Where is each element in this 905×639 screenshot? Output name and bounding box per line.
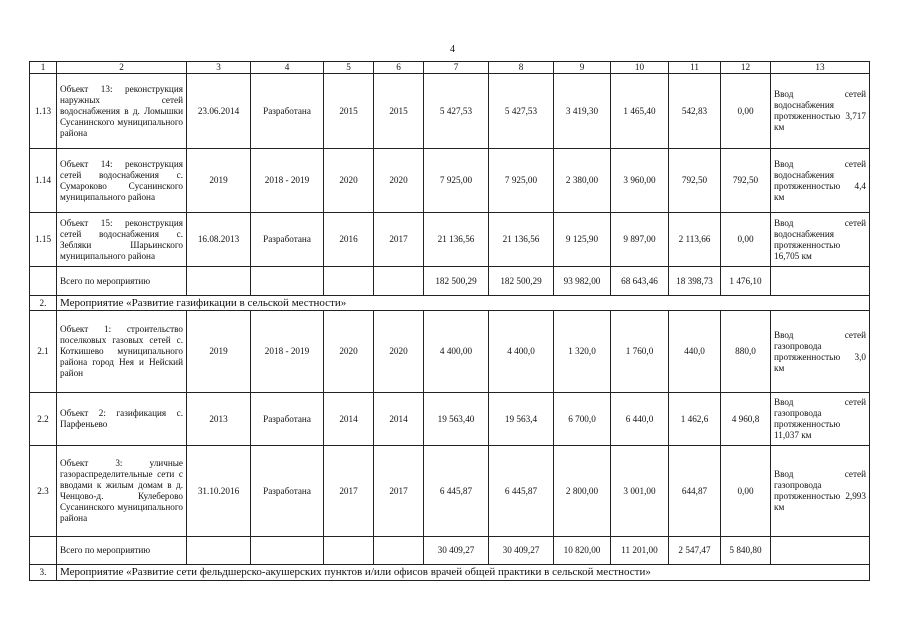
empty-cell (324, 267, 374, 296)
page-number: 4 (450, 44, 455, 55)
cost-col8: 30 409,27 (489, 537, 554, 565)
total-cost: 19 563,40 (424, 393, 489, 446)
empty-cell (324, 537, 374, 565)
regional-funds: 3 001,00 (611, 446, 669, 537)
row-number: 1.14 (30, 149, 57, 213)
other-funds: 792,50 (721, 149, 771, 213)
start-year: 2015 (324, 74, 374, 149)
col-number: 1 (30, 62, 57, 74)
federal-funds: 10 820,00 (554, 537, 611, 565)
col-number: 4 (251, 62, 324, 74)
end-year: 2015 (374, 74, 424, 149)
design-date: 2013 (187, 393, 251, 446)
local-funds: 2 113,66 (669, 213, 721, 267)
col-number: 9 (554, 62, 611, 74)
design-status: 2018 - 2019 (251, 311, 324, 393)
total-cost: 182 500,29 (424, 267, 489, 296)
regional-funds: 11 201,00 (611, 537, 669, 565)
start-year: 2016 (324, 213, 374, 267)
object-row (30, 213, 870, 267)
cost-col8: 4 400,0 (489, 311, 554, 393)
section-title: Мероприятие «Развитие сети фельдшерско-акушерских пунктов и/или офисов врачей общей практики в сельской местности» (57, 565, 870, 581)
empty-cell (30, 537, 57, 565)
object-name: Объект 1: строительство поселковых газовых сетей с. Коткишево муниципального района город Нея и Нейский район (57, 311, 187, 393)
regional-funds: 6 440,0 (611, 393, 669, 446)
col-number: 13 (771, 62, 870, 74)
other-funds: 1 476,10 (721, 267, 771, 296)
other-funds: 880,0 (721, 311, 771, 393)
col-number: 10 (611, 62, 669, 74)
design-status: Разработана (251, 446, 324, 537)
regional-funds: 9 897,00 (611, 213, 669, 267)
design-status: Разработана (251, 213, 324, 267)
empty-cell (251, 537, 324, 565)
col-number: 8 (489, 62, 554, 74)
empty-cell (771, 537, 870, 565)
empty-cell (30, 267, 57, 296)
row-number: 2.2 (30, 393, 57, 446)
local-funds: 542,83 (669, 74, 721, 149)
empty-cell (187, 537, 251, 565)
design-status: Разработана (251, 74, 324, 149)
regional-funds: 3 960,00 (611, 149, 669, 213)
total-row (30, 537, 870, 565)
design-date: 16.08.2013 (187, 213, 251, 267)
object-row (30, 393, 870, 446)
design-date: 2019 (187, 311, 251, 393)
row-number: 1.13 (30, 74, 57, 149)
object-name: Объект 14: реконструкция сетей водоснабжения с. Сумароково Сусанинского муниципального района (57, 149, 187, 213)
object-name: Объект 13: реконструкция наружных сетей водоснабжения в д. Ломышки Сусанинского муниципального района (57, 74, 187, 149)
local-funds: 644,87 (669, 446, 721, 537)
federal-funds: 1 320,0 (554, 311, 611, 393)
empty-cell (771, 267, 870, 296)
object-name: Объект 15: реконструкция сетей водоснабжения с. Зебляки Шарьинского муниципального района (57, 213, 187, 267)
regional-funds: 68 643,46 (611, 267, 669, 296)
col-number: 6 (374, 62, 424, 74)
start-year: 2020 (324, 311, 374, 393)
cost-col8: 21 136,56 (489, 213, 554, 267)
expected-result: Ввод сетей водоснабжения протяженностью 16,705 км (771, 213, 870, 267)
row-number: 2.3 (30, 446, 57, 537)
empty-cell (251, 267, 324, 296)
row-number: 2.1 (30, 311, 57, 393)
object-row (30, 446, 870, 537)
expected-result: Ввод сетей водоснабжения протяженностью 3,717 км (771, 74, 870, 149)
cost-col8: 5 427,53 (489, 74, 554, 149)
empty-cell (374, 267, 424, 296)
expected-result: Ввод сетей водоснабжения протяженностью 4,4 км (771, 149, 870, 213)
total-label: Всего по мероприятию (57, 267, 187, 296)
total-cost: 5 427,53 (424, 74, 489, 149)
start-year: 2020 (324, 149, 374, 213)
local-funds: 2 547,47 (669, 537, 721, 565)
cost-col8: 7 925,00 (489, 149, 554, 213)
other-funds: 0,00 (721, 446, 771, 537)
col-number: 5 (324, 62, 374, 74)
local-funds: 440,0 (669, 311, 721, 393)
total-cost: 21 136,56 (424, 213, 489, 267)
object-row (30, 74, 870, 149)
end-year: 2020 (374, 311, 424, 393)
other-funds: 0,00 (721, 74, 771, 149)
total-row (30, 267, 870, 296)
expected-result: Ввод сетей газопровода протяженностью 3,0 км (771, 311, 870, 393)
design-date: 31.10.2016 (187, 446, 251, 537)
cost-col8: 6 445,87 (489, 446, 554, 537)
total-cost: 30 409,27 (424, 537, 489, 565)
empty-cell (187, 267, 251, 296)
total-cost: 4 400,00 (424, 311, 489, 393)
row-number: 1.15 (30, 213, 57, 267)
federal-funds: 2 380,00 (554, 149, 611, 213)
end-year: 2017 (374, 446, 424, 537)
table-body (30, 62, 870, 581)
section-number: 2. (30, 296, 57, 311)
section-row (30, 296, 870, 311)
end-year: 2017 (374, 213, 424, 267)
object-name: Объект 3: уличные газораспределительные сети с вводами к жилым домам в д. Ченцово-д. Кулеберово Сусанинского муниципального района (57, 446, 187, 537)
start-year: 2014 (324, 393, 374, 446)
col-number: 2 (57, 62, 187, 74)
section-title: Мероприятие «Развитие газификации в сельской местности» (57, 296, 870, 311)
total-cost: 6 445,87 (424, 446, 489, 537)
local-funds: 1 462,6 (669, 393, 721, 446)
object-name: Объект 2: газификация с. Парфеньево (57, 393, 187, 446)
federal-funds: 3 419,30 (554, 74, 611, 149)
col-number: 12 (721, 62, 771, 74)
col-number: 3 (187, 62, 251, 74)
federal-funds: 6 700,0 (554, 393, 611, 446)
total-cost: 7 925,00 (424, 149, 489, 213)
cost-col8: 182 500,29 (489, 267, 554, 296)
column-number-row (30, 62, 870, 74)
federal-funds: 93 982,00 (554, 267, 611, 296)
other-funds: 0,00 (721, 213, 771, 267)
section-row (30, 565, 870, 581)
design-status: 2018 - 2019 (251, 149, 324, 213)
regional-funds: 1 760,0 (611, 311, 669, 393)
empty-cell (374, 537, 424, 565)
start-year: 2017 (324, 446, 374, 537)
regional-funds: 1 465,40 (611, 74, 669, 149)
expected-result: Ввод сетей газопровода протяженностью 2,993 км (771, 446, 870, 537)
end-year: 2020 (374, 149, 424, 213)
col-number: 7 (424, 62, 489, 74)
end-year: 2014 (374, 393, 424, 446)
section-number: 3. (30, 565, 57, 581)
col-number: 11 (669, 62, 721, 74)
expected-result: Ввод сетей газопровода протяженностью 11,037 км (771, 393, 870, 446)
object-row (30, 311, 870, 393)
local-funds: 792,50 (669, 149, 721, 213)
other-funds: 4 960,8 (721, 393, 771, 446)
federal-funds: 9 125,90 (554, 213, 611, 267)
federal-funds: 2 800,00 (554, 446, 611, 537)
local-funds: 18 398,73 (669, 267, 721, 296)
design-date: 23.06.2014 (187, 74, 251, 149)
other-funds: 5 840,80 (721, 537, 771, 565)
design-status: Разработана (251, 393, 324, 446)
cost-col8: 19 563,4 (489, 393, 554, 446)
design-date: 2019 (187, 149, 251, 213)
object-row (30, 149, 870, 213)
total-label: Всего по мероприятию (57, 537, 187, 565)
program-table (29, 61, 870, 581)
